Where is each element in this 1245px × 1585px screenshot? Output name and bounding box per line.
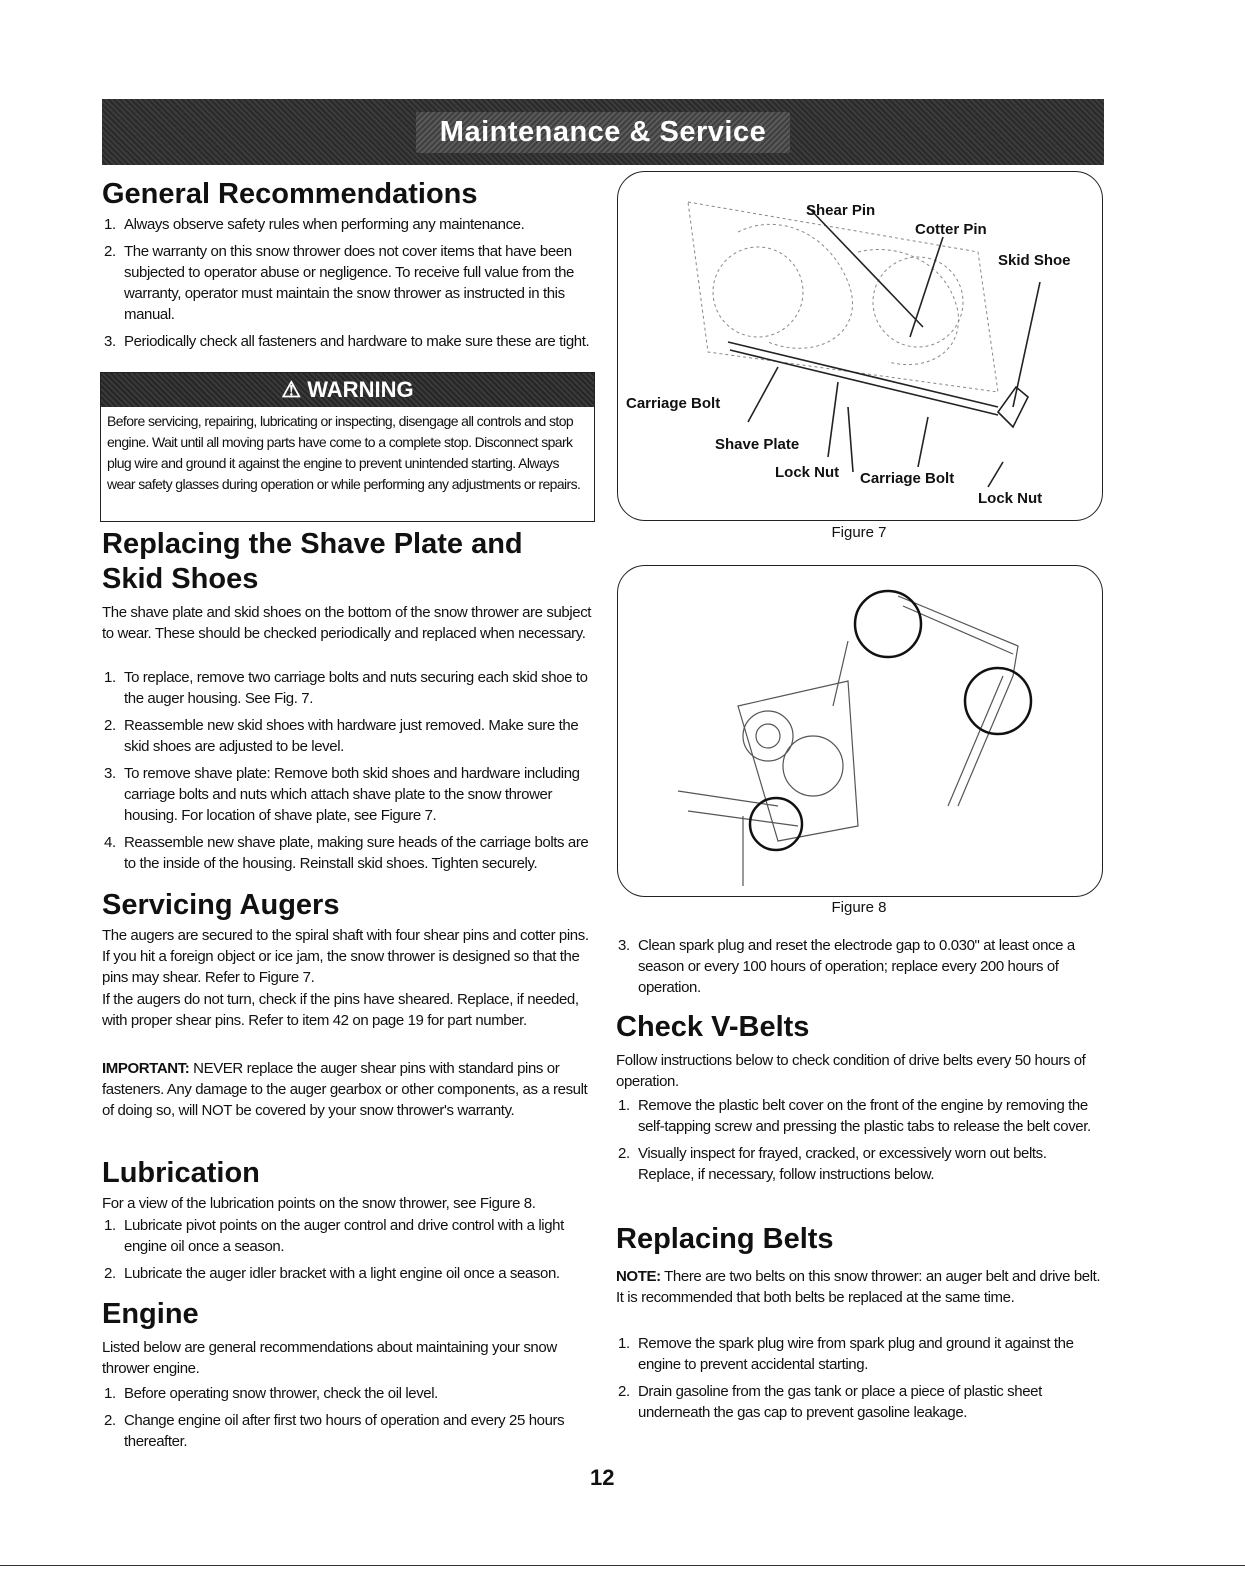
list-item: 3. To remove shave plate: Remove both skid shoes and hardware including carriage bolts and nuts which attach shave plate to the snow thrower housing. For location of shave plate, see Figure 7. bbox=[104, 765, 580, 824]
augers-paragraph-1: The augers are secured to the spiral shaft with four shear pins and cotter pins. If you hit a foreign object or ice jam, the snow thrower is designed so that the pins may shear. Refer to Figure 7. bbox=[102, 927, 589, 986]
belts-list bbox=[616, 1333, 1101, 1429]
figure-7-caption: Figure 7 bbox=[831, 524, 887, 541]
warning-title: ⚠ WARNING bbox=[281, 377, 414, 402]
list-item: 2. Lubricate the auger idler bracket with a light engine oil once a season. bbox=[104, 1265, 560, 1282]
list-item: 1. Before operating snow thrower, check the oil level. bbox=[104, 1385, 438, 1402]
shave-list bbox=[102, 667, 592, 880]
vbelts-intro: Follow instructions below to check condition of drive belts every 50 hours of operation. bbox=[616, 1052, 1086, 1090]
list-item: 2. Reassemble new skid shoes with hardware just removed. Make sure the skid shoes are adjusted to be level. bbox=[104, 717, 579, 755]
label-lock-nut-2: Lock Nut bbox=[978, 490, 1043, 507]
label-skid-shoe: Skid Shoe bbox=[998, 252, 1071, 269]
list-item: 1. Remove the spark plug wire from spark plug and ground it against the engine to prevent accidental starting. bbox=[618, 1335, 1074, 1373]
lubrication-intro: For a view of the lubrication points on the snow thrower, see Figure 8. bbox=[102, 1195, 536, 1212]
engine-list bbox=[102, 1383, 592, 1458]
general-heading: General Recommendations bbox=[102, 178, 478, 210]
label-shear-pin: Shear Pin bbox=[806, 202, 876, 219]
label-cotter-pin: Cotter Pin bbox=[915, 221, 987, 238]
banner-title-plate bbox=[416, 112, 790, 153]
vbelts-heading: Check V-Belts bbox=[616, 1011, 810, 1043]
general-list bbox=[102, 214, 592, 358]
engine-intro: Listed below are general recommendations about maintaining your snow thrower engine. bbox=[102, 1339, 557, 1377]
label-shave-plate: Shave Plate bbox=[715, 436, 800, 453]
figure-8-caption: Figure 8 bbox=[831, 899, 887, 916]
augers-paragraph-2: If the augers do not turn, check if the pins have sheared. Replace, if needed, with proper shear pins. Refer to item 42 on page 19 for part number. bbox=[102, 991, 579, 1029]
label-lock-nut-1: Lock Nut bbox=[775, 464, 840, 481]
figure-7-frame bbox=[617, 171, 1103, 521]
warning-box bbox=[100, 372, 595, 522]
list-item: 2. The warranty on this snow thrower does not cover items that have been subjected to operator abuse or negligence. To receive full value from the warranty, operator must maintain the snow thrower as instructed in this manual. bbox=[104, 243, 574, 323]
list-item: 2. Visually inspect for frayed, cracked, or excessively worn out belts. Replace, if necessary, follow instructions below. bbox=[618, 1145, 1047, 1183]
belts-note: NOTE: There are two belts on this snow thrower: an auger belt and drive belt. It is recommended that both belts be replaced at the same time. bbox=[616, 1268, 1101, 1306]
vbelts-list bbox=[616, 1095, 1101, 1191]
section-banner bbox=[102, 99, 1104, 165]
list-item: 3. Periodically check all fasteners and hardware to make sure these are tight. bbox=[104, 333, 590, 350]
list-item: 1. Lubricate pivot points on the auger control and drive control with a light engine oil once a season. bbox=[104, 1217, 564, 1255]
augers-important: IMPORTANT: NEVER replace the auger shear pins with standard pins or fasteners. Any damage to the auger gearbox or other components, as a result of doing so, will NOT be covered by your snow thrower's warranty. bbox=[102, 1060, 588, 1119]
list-item: 3. Clean spark plug and reset the electrode gap to 0.030" at least once a season or every 100 hours of operation; replace every 200 hours of operation. bbox=[618, 937, 1075, 996]
augers-heading: Servicing Augers bbox=[102, 889, 340, 921]
list-item: 1. To replace, remove two carriage bolts and nuts securing each skid shoe to the auger housing. See Fig. 7. bbox=[104, 669, 588, 707]
list-item: 4. Reassemble new shave plate, making sure heads of the carriage bolts are to the inside of the housing. Reinstall skid shoes. Tighten securely. bbox=[104, 834, 589, 872]
page-number: 12 bbox=[590, 1465, 615, 1490]
shave-heading-line1: Replacing the Shave Plate and bbox=[102, 528, 523, 560]
engine-heading: Engine bbox=[102, 1298, 199, 1330]
figure-7-illustration bbox=[618, 172, 1102, 520]
list-item: 2. Change engine oil after first two hours of operation and every 25 hours thereafter. bbox=[104, 1412, 565, 1450]
warning-header bbox=[101, 373, 594, 407]
engine-list-continued bbox=[616, 935, 1101, 1004]
lubrication-list bbox=[102, 1215, 592, 1290]
label-carriage-bolt-2: Carriage Bolt bbox=[860, 470, 955, 487]
lubrication-heading: Lubrication bbox=[102, 1157, 260, 1189]
shave-intro: The shave plate and skid shoes on the bottom of the snow thrower are subject to wear. These should be checked periodically and replaced when necessary. bbox=[102, 604, 592, 642]
shave-heading-line2: Skid Shoes bbox=[102, 563, 259, 595]
list-item: 1. Remove the plastic belt cover on the front of the engine by removing the self-tapping screw and pressing the plastic tabs to release the belt cover. bbox=[618, 1097, 1091, 1135]
banner-title: Maintenance & Service bbox=[439, 115, 767, 148]
bottom-divider bbox=[0, 1565, 1245, 1566]
figure-8-illustration bbox=[618, 566, 1102, 896]
belts-heading: Replacing Belts bbox=[616, 1223, 834, 1255]
list-item: 1. Always observe safety rules when performing any maintenance. bbox=[104, 216, 525, 233]
label-carriage-bolt-1: Carriage Bolt bbox=[626, 395, 721, 412]
figure-8-frame bbox=[617, 565, 1103, 897]
warning-body: Before servicing, repairing, lubricating or inspecting, disengage all controls and stop engine. Wait until all moving parts have come to a complete stop. Disconnect spark plug wire and ground it against the engine to prevent unintended starting. Always wear safety glasses during operation or while performing any adjustments or repairs. bbox=[107, 413, 581, 492]
list-item: 2. Drain gasoline from the gas tank or place a piece of plastic sheet underneath the gas cap to prevent gasoline leakage. bbox=[618, 1383, 1042, 1421]
